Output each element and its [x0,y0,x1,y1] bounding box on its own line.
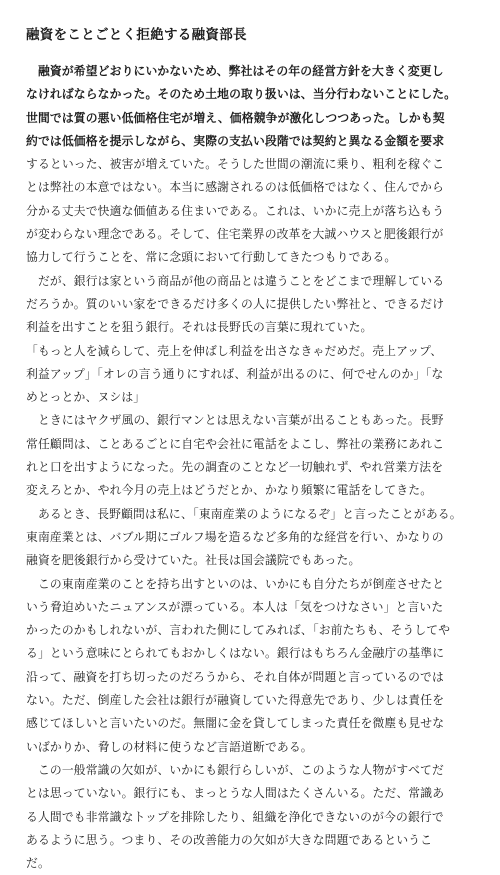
text-line: 「もっと人を減らして、売上を伸ばし利益を出さなきゃだめだ。売上アップ、 [26,343,443,358]
text-line: 分かる丈夫で快適な価値ある住まいである。これは、いかに売上が落ち込もう [26,203,445,218]
text-line: る」という意味にとられてもおかしくはない。銀行はもちろん金融庁の基準に [26,646,445,661]
body-text [26,60,484,875]
text-line: この一般常識の欠如が、いかにも銀行らしいが、このような人物がすべてだ [26,762,444,777]
text-line: ときにはヤクザ風の、銀行マンとは思えない言葉が出ることもあった。長野 [26,413,444,428]
text-line: だが、銀行は家という商品が他の商品とは違うことをどこまで理解している [26,273,445,288]
text-line: めとっとか、ヌシは」 [26,390,146,405]
text-line: る人間でも非常識なトップを排除したり、組織を浄化できないのが今の銀行で [26,809,444,824]
text-line: だ。 [26,856,50,871]
text-line: とは弊社の本意ではない。本当に感謝されるのは低価格ではなく、住んでから [26,180,444,195]
text-line: が変わらない理念である。そして、住宅業界の改革を大誠ハウスと肥後銀行が [26,227,444,242]
text-line: 融資が希望どおりにいかないため、弊社はその年の経営方針を大きく変更し [26,64,444,78]
section-title: 融資をことごとく拒絶する融資部長 [26,27,247,43]
text-line: 世間では質の悪い低価格住宅が増え、価格競争が激化しつつあった。しかも契 [26,110,445,125]
text-line: 協力して行うことを、常に念頭において行動してきたつもりである。 [26,250,397,265]
text-line: 利益アップ」「オレの言う通りにすれば、利益が出るのに、何でせんのか」「な [26,366,444,381]
text-line: 利益を出すことを狙う銀行。それは長野氏の言葉に現れていた。 [26,320,373,335]
text-line: とは思っていない。銀行にも、まっとうな人間はたくさんいる。ただ、常識あ [26,786,445,801]
text-line: なければならなかった。そのため土地の取り扱いは、当分行わないことにした。 [26,87,457,102]
text-line: ない。ただ、倒産した会社は銀行が融資していた得意先であり、少しは責任を [26,693,445,708]
text-line: この東南産業のことを持ち出すといのは、いかにも自分たちが倒産させたと [26,576,445,591]
text-line: いばかりか、脅しの材料に使うなど言語道断である。 [26,739,313,754]
text-line: 東南産業とは、バブル期にゴルフ場を造るなど多角的な経営を行い、かなりの [26,529,444,544]
text-line: 約では低価格を提示しながら、実際の支払い段階では契約と異なる金額を要求 [26,133,445,148]
text-line: いう脅迫めいたニュアンスが漂っている。本人は「気をつけなさい」と言いた [26,599,444,614]
text-line: あるように思う。つまり、その改善能力の欠如が大きな問題であるというこ [26,832,433,847]
text-line: あるとき、長野顧問は私に、「東南産業のようになるぞ」と言ったことがある。 [26,506,462,521]
text-line: するといった、被害が増えていた。そうした世間の潮流に乗り、粗利を稼ぐこ [26,157,445,172]
text-line: 沿って、融資を打ち切ったのだろうから、それ自体が問題と言っているのでは [26,669,444,684]
text-line: れと口を出すようになった。先の調査のことなど一切触れず、やれ営業方法を [26,460,444,475]
text-line: かったのかもしれないが、言われた側にしてみれば、「お前たちも、そうしてや [26,623,451,638]
text-line: 変えろとか、やれ今月の売上はどうだとか、かなり頻繁に電話をしてきた。 [26,483,433,498]
text-line: 感じてほしいと言いたいのだ。無闇に金を貸してしまった責任を微塵も見せな [26,716,445,731]
text-line: 常任顧問は、ことあるごとに自宅や会社に電話をよこし、弊社の業務にあれこ [26,436,445,451]
text-line: だろうか。質のいい家をできるだけ多くの人に提供したい弊社と、できるだけ [26,296,445,311]
text-line: 融資を肥後銀行から受けていた。社長は国会議院でもあった。 [26,553,361,568]
